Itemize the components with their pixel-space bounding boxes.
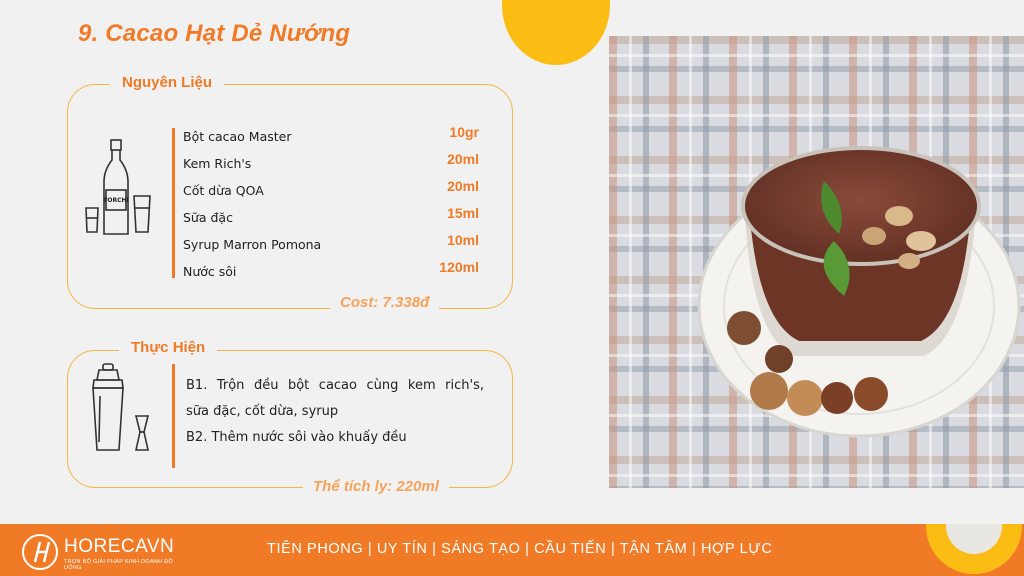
ingredient-name: Nước sôi bbox=[183, 264, 237, 279]
steps-heading: Thực Hiện bbox=[119, 339, 217, 356]
volume-label: Thể tích ly: 220ml bbox=[303, 478, 449, 495]
ingredients-heading: Nguyên Liệu bbox=[110, 74, 224, 91]
ingredient-row bbox=[183, 180, 483, 207]
brand-tagline: TRỌN BỘ GIẢI PHÁP KINH DOANH ĐỒ UỐNG bbox=[64, 559, 174, 571]
footer-slogan: TIÊN PHONG | UY TÍN | SÁNG TẠO | CẦU TIẾN | TẬN TÂM | HỢP LỰC bbox=[267, 541, 773, 557]
drink-photo bbox=[609, 36, 1024, 488]
cocktail-shaker-icon bbox=[86, 362, 160, 459]
ingredient-row bbox=[183, 261, 483, 288]
bottle-and-glasses-icon bbox=[82, 138, 156, 243]
decorative-yellow-circle bbox=[502, 0, 610, 65]
step-line: B2. Thêm nước sôi vào khuấy đều bbox=[186, 430, 407, 445]
ingredient-name: Bột cacao Master bbox=[183, 129, 292, 144]
ingredient-row bbox=[183, 153, 483, 180]
cost-label: Cost: 7.338đ bbox=[330, 294, 439, 311]
ingredient-name: Kem Rich's bbox=[183, 156, 252, 171]
steps-text bbox=[186, 373, 484, 451]
ingredient-quantity: 120ml bbox=[439, 259, 479, 275]
step-line: B1. Trộn đều bột cacao cùng kem rich's, bbox=[186, 378, 484, 393]
ingredient-name: Syrup Marron Pomona bbox=[183, 237, 322, 252]
bottle-label: TORCHI bbox=[103, 197, 129, 204]
ingredient-row bbox=[183, 207, 483, 234]
footer-bar bbox=[0, 524, 1024, 576]
ingredient-quantity: 20ml bbox=[447, 151, 479, 167]
ingredient-name: Cốt dừa QOA bbox=[183, 183, 264, 198]
ingredient-row bbox=[183, 234, 483, 261]
ingredient-name: Sữa đặc bbox=[183, 210, 233, 225]
ingredient-quantity: 20ml bbox=[447, 178, 479, 194]
horecavn-logo bbox=[20, 532, 180, 572]
ingredients-list bbox=[183, 126, 483, 288]
ingredient-quantity: 10ml bbox=[447, 232, 479, 248]
brand-name: HORECAVN bbox=[64, 536, 175, 557]
step-line: sữa đặc, cốt dừa, syrup bbox=[186, 404, 339, 419]
page-title: 9. Cacao Hạt Dẻ Nướng bbox=[78, 20, 351, 47]
brand-h-icon bbox=[20, 532, 60, 572]
steps-accent-bar bbox=[172, 364, 175, 468]
ingredient-quantity: 15ml bbox=[447, 205, 479, 221]
ingredient-quantity: 10gr bbox=[449, 124, 479, 140]
ingredient-row bbox=[183, 126, 483, 153]
ingredients-accent-bar bbox=[172, 128, 175, 278]
